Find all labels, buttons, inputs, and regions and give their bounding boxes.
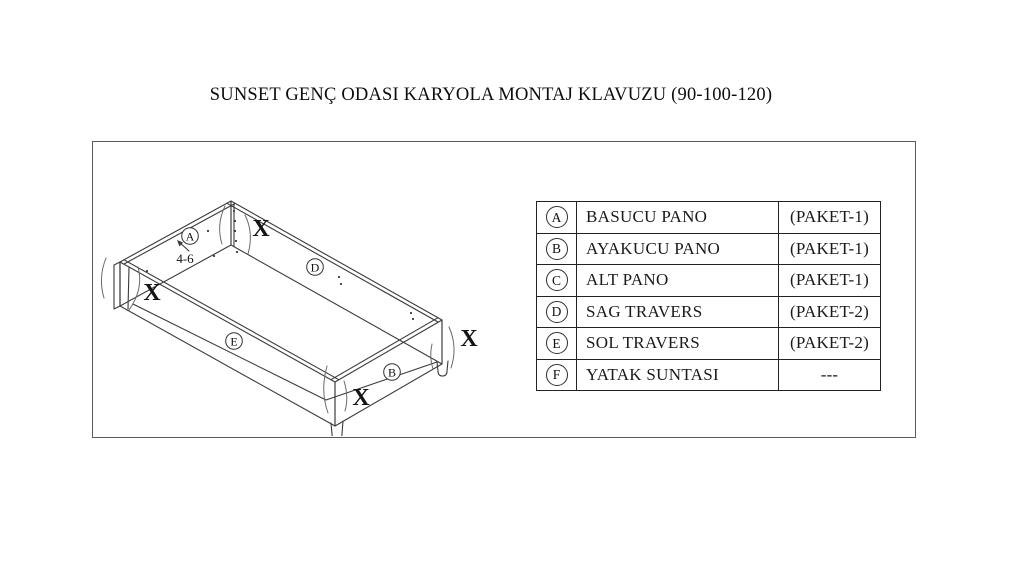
left-corner-arc-left [101,258,106,298]
part-paket: (PAKET-1) [779,233,881,265]
corner-mark-left: X [143,280,161,306]
part-letter-badge: B [546,238,568,260]
front-corner-arc-right [344,381,347,411]
right-corner-arc-left [431,344,433,369]
corner-mark-back: X [252,216,270,242]
part-letter-badge: C [546,269,568,291]
svg-text:D: D [310,260,320,275]
part-name: ALT PANO [577,265,779,297]
parts-table [536,201,881,391]
part-letter-badge: D [546,301,568,323]
part-letter-badge: A [546,206,568,228]
front-leg [331,421,343,436]
table-row [537,202,881,234]
part-letter-badge: F [546,364,568,386]
headboard-end-cap [114,262,120,309]
corner-mark-right: X [460,326,478,352]
part-label-footboard [384,364,401,381]
svg-text:B: B [387,365,397,380]
part-label-headboard [182,228,199,245]
part-name: SAG TRAVERS [577,296,779,328]
hole-annotation: 4-6 [176,251,194,266]
page-title: SUNSET GENÇ ODASI KARYOLA MONTAJ KLAVUZU (90-100-120) [209,85,773,105]
bed-assembly-diagram [93,142,543,436]
left-corner-arc-right [129,267,140,310]
part-paket: (PAKET-1) [779,265,881,297]
part-name: YATAK SUNTASI [577,359,779,391]
svg-text:E: E [230,334,238,349]
corner-mark-front: X [352,385,370,411]
table-row [537,328,881,360]
interior-bottom-edge-front [326,362,437,400]
part-paket: --- [779,359,881,391]
part-name: AYAKUCU PANO [577,233,779,265]
svg-text:A: A [185,229,195,244]
back-corner-arc-right [245,215,250,254]
part-letter-badge: E [546,332,568,354]
part-paket: (PAKET-2) [779,328,881,360]
table-row [537,359,881,391]
part-name: BASUCU PANO [577,202,779,234]
part-paket: (PAKET-1) [779,202,881,234]
table-row [537,233,881,265]
table-row [537,265,881,297]
end-cap-inner-edge [128,267,129,309]
left-travers-top-edge [124,260,339,380]
part-label-right-travers [307,259,324,276]
table-row [537,296,881,328]
content-frame [92,141,916,438]
right-corner-arc-right [449,327,454,368]
part-paket: (PAKET-2) [779,296,881,328]
part-label-left-travers [226,333,243,350]
part-name: SOL TRAVERS [577,328,779,360]
